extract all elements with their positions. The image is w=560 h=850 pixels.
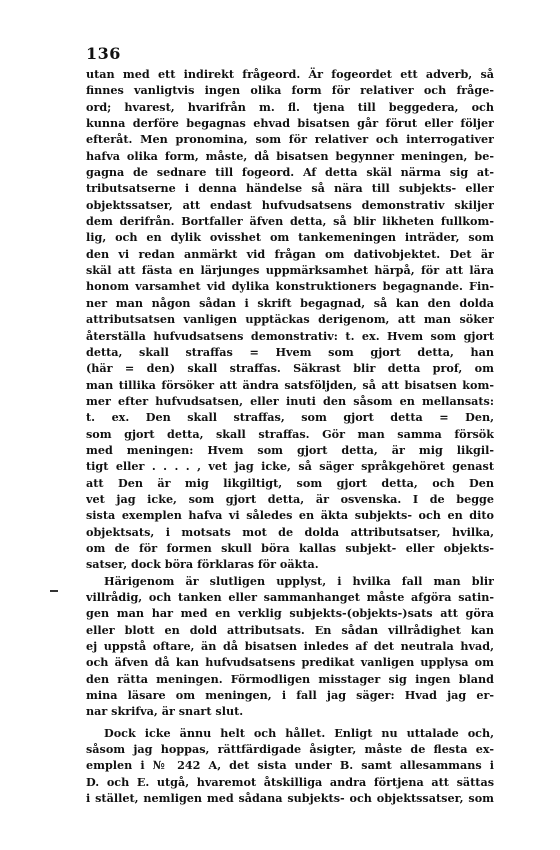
text-line: honom varsamhet vid dylika konstruktioners begagnande. Fin- [86, 279, 494, 294]
text-line: detta, skall straffas = Hvem som gjort detta, han [86, 344, 494, 359]
text-line: eller blott en dold attributsats. En sådan villrådighet kan [86, 622, 494, 637]
text-line: man tillika försöker att ändra satsföljden, så att bisatsen kom- [86, 377, 494, 392]
text-line: med meningen: Hvem som gjort detta, är mig likgil- [86, 442, 494, 457]
text-line: som gjort detta, skall straffas. Gör man samma försök [86, 426, 494, 441]
text-line: sista exemplen hafva vi således en äkta subjekts- och en dito [86, 508, 494, 523]
text-line: den vi redan anmärkt vid frågan om dativobjektet. Det är [86, 246, 494, 261]
text-line: den rätta meningen. Förmodligen misstager sig ingen bland [86, 671, 494, 686]
text-line: återställa hufvudsatsens demonstrativ: t. ex. Hvem som gjort [86, 328, 494, 343]
text-line: dem derifrån. Bortfaller äfven detta, så blir likheten fullkom- [86, 214, 494, 229]
text-line: mer efter hufvudsatsen, eller inuti den såsom en mellansats: [86, 393, 494, 408]
text-line: utan med ett indirekt frågeord. Är fogeordet ett adverb, så [86, 67, 494, 81]
text-line: att Den är mig likgiltigt, som gjort detta, och Den [86, 475, 494, 490]
text-line: ej uppstå oftare, än då bisatsen inledes af det neutrala hvad, [86, 639, 494, 654]
margin-mark [50, 590, 58, 592]
text-line: mina läsare om meningen, i fall jag säger: Hvad jag er- [86, 688, 494, 703]
text-line: gen man har med en verklig subjekts-(objekts-)sats att göra [86, 606, 494, 621]
text-line: om de för formen skull böra kallas subjekt- eller objekts- [86, 540, 494, 555]
text-line: finnes vanligtvis ingen olika form för relativer och fråge- [86, 83, 494, 98]
text-line: (här = den) skall straffas. Säkrast blir detta prof, om [86, 361, 494, 376]
text-line: villrådig, och tanken eller sammanhanget måste afgöra satin- [86, 590, 494, 604]
text-line: ner man någon sådan i skrift begagnad, så kan den dolda [86, 295, 494, 310]
text-line: Dock icke ännu helt och hållet. Enligt nu uttalade och, [104, 725, 494, 740]
body-text [86, 66, 494, 806]
text-line: Härigenom är slutligen upplyst, i hvilka fall man blir [104, 573, 494, 588]
text-line: kunna derföre begagnas ehvad bisatsen går förut eller följer [86, 116, 494, 131]
text-line: skäl att fästa en lärjunges uppmärksamhet härpå, för att lära [86, 263, 494, 278]
text-line: såsom jag hoppas, rättfärdigade åsigter, måste de flesta ex- [86, 742, 494, 757]
text-line: tigt eller . . . . , vet jag icke, så säger språkgehöret genast [86, 459, 494, 474]
text-line: t. ex. Den skall straffas, som gjort detta = Den, [86, 410, 494, 425]
text-line: objektssatser, att endast hufvudsatsens demonstrativ skiljer [86, 197, 494, 212]
text-line: attributsatsen vanligen upptäckas derigenom, att man söker [86, 312, 494, 327]
text-line: emplen i № 242 A, det sista under B. samt allesammans i [86, 758, 494, 773]
text-line: D. och E. utgå, hvaremot åtskilliga andra förtjena att sättas [86, 774, 494, 789]
text-line: tributsatserne i denna händelse så nära till subjekts- eller [86, 181, 494, 196]
text-line: nar skrifva, är snart slut. [86, 704, 244, 719]
text-line: ord; hvarest, hvarifrån m. fl. tjena till beggedera, och [86, 99, 494, 114]
text-line: gagna de sednare till fogeord. Af detta skäl närma sig at- [86, 165, 494, 180]
text-line: efteråt. Men pronomina, som för relativer och interrogativer [86, 132, 494, 147]
text-line: satser, dock böra förklaras för oäkta. [86, 557, 319, 572]
text-line: i stället, nemligen med sådana subjekts- och objektssatser, som [86, 791, 494, 806]
text-line: och äfven då kan hufvudsatsens predikat vanligen upplysa om [86, 655, 494, 670]
text-line: objektsats, i motsats mot de dolda attributsatser, hvilka, [86, 524, 494, 539]
text-line: hafva olika form, måste, då bisatsen begynner meningen, be- [86, 148, 494, 163]
text-line: vet jag icke, som gjort detta, är osvenska. I de begge [86, 491, 494, 506]
text-line: lig, och en dylik ovisshet om tankemeningen inträder, som [86, 230, 494, 245]
page-number: 136 [86, 44, 121, 63]
